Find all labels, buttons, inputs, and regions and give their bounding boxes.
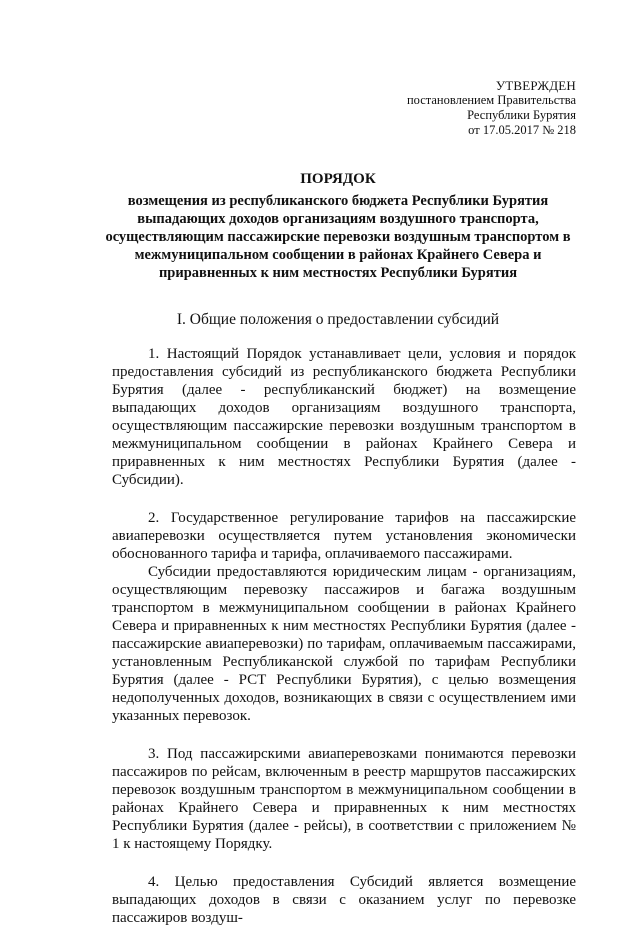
approval-heading: УТВЕРЖДЕН — [495, 78, 576, 93]
body-text — [112, 345, 576, 927]
paragraph: 4. Целью предоставления Субсидий является возмещение выпадающих доходов в связи с оказанием услуг по перевозке пассажиров воздуш- — [112, 874, 576, 926]
section-heading: I. Общие положения о предоставлении субсидий — [176, 311, 500, 328]
title-main: ПОРЯДОК — [300, 171, 376, 187]
approval-stamp — [407, 78, 576, 138]
approval-line: постановлением Правительства — [406, 93, 576, 107]
paragraph: 2. Государственное регулирование тарифов на пассажирские авиаперевозки осуществляется путем установления экономически обоснованного тарифа и тарифа, оплачиваемого пассажирами. — [112, 510, 576, 562]
document-title — [100, 170, 576, 282]
approval-line: Республики Бурятия — [467, 108, 576, 122]
paragraph: Субсидии предоставляются юридическим лицам - организациям, осуществляющим перевозку пассажиров и багажа воздушным транспортом в межмуниципальном сообщении в районах Крайнего Севера и приравненных к ним местностях Республики Бурятия (далее - пассажирские авиаперевозки) по тарифам, оплачиваемым пассажирами, установленным Республиканской службой по тарифам Республики Бурятия (далее - РСТ Республики Бурятия), с целью возмещения недополученных доходов, возникающих в связи с осуществлением ими указанных перевозок. — [112, 564, 576, 724]
paragraph: 3. Под пассажирскими авиаперевозками понимаются перевозки пассажиров по рейсам, включенным в реестр маршрутов пассажирских перевозок воздушным транспортом в межмуниципальном сообщении в районах Крайнего Севера и приравненных к ним местностях Республики Бурятия (далее - рейсы), в соответствии с приложением № 1 к настоящему Порядку. — [112, 746, 576, 852]
approval-date: от 17.05.2017 № 218 — [468, 123, 576, 137]
title-subtitle: возмещения из республиканского бюджета Республики Бурятия выпадающих доходов организациям воздушного транспорта, осуществляющим пассажирские перевозки воздушным транспортом в межмуниципальном сообщении в районах Крайнего Севера и приравненных к ним местностях Республики Бурятия — [105, 193, 571, 281]
paragraph: 1. Настоящий Порядок устанавливает цели, условия и порядок предоставления субсидий из республиканского бюджета Республики Бурятия (далее - республиканский бюджет) на возмещение выпадающих доходов организациям воздушного транспорта, осуществляющим пассажирские перевозки воздушным транспортом в межмуниципальном сообщении в районах Крайнего Севера и приравненных к ним местностях Республики Бурятия (далее - Субсидии). — [112, 346, 576, 488]
